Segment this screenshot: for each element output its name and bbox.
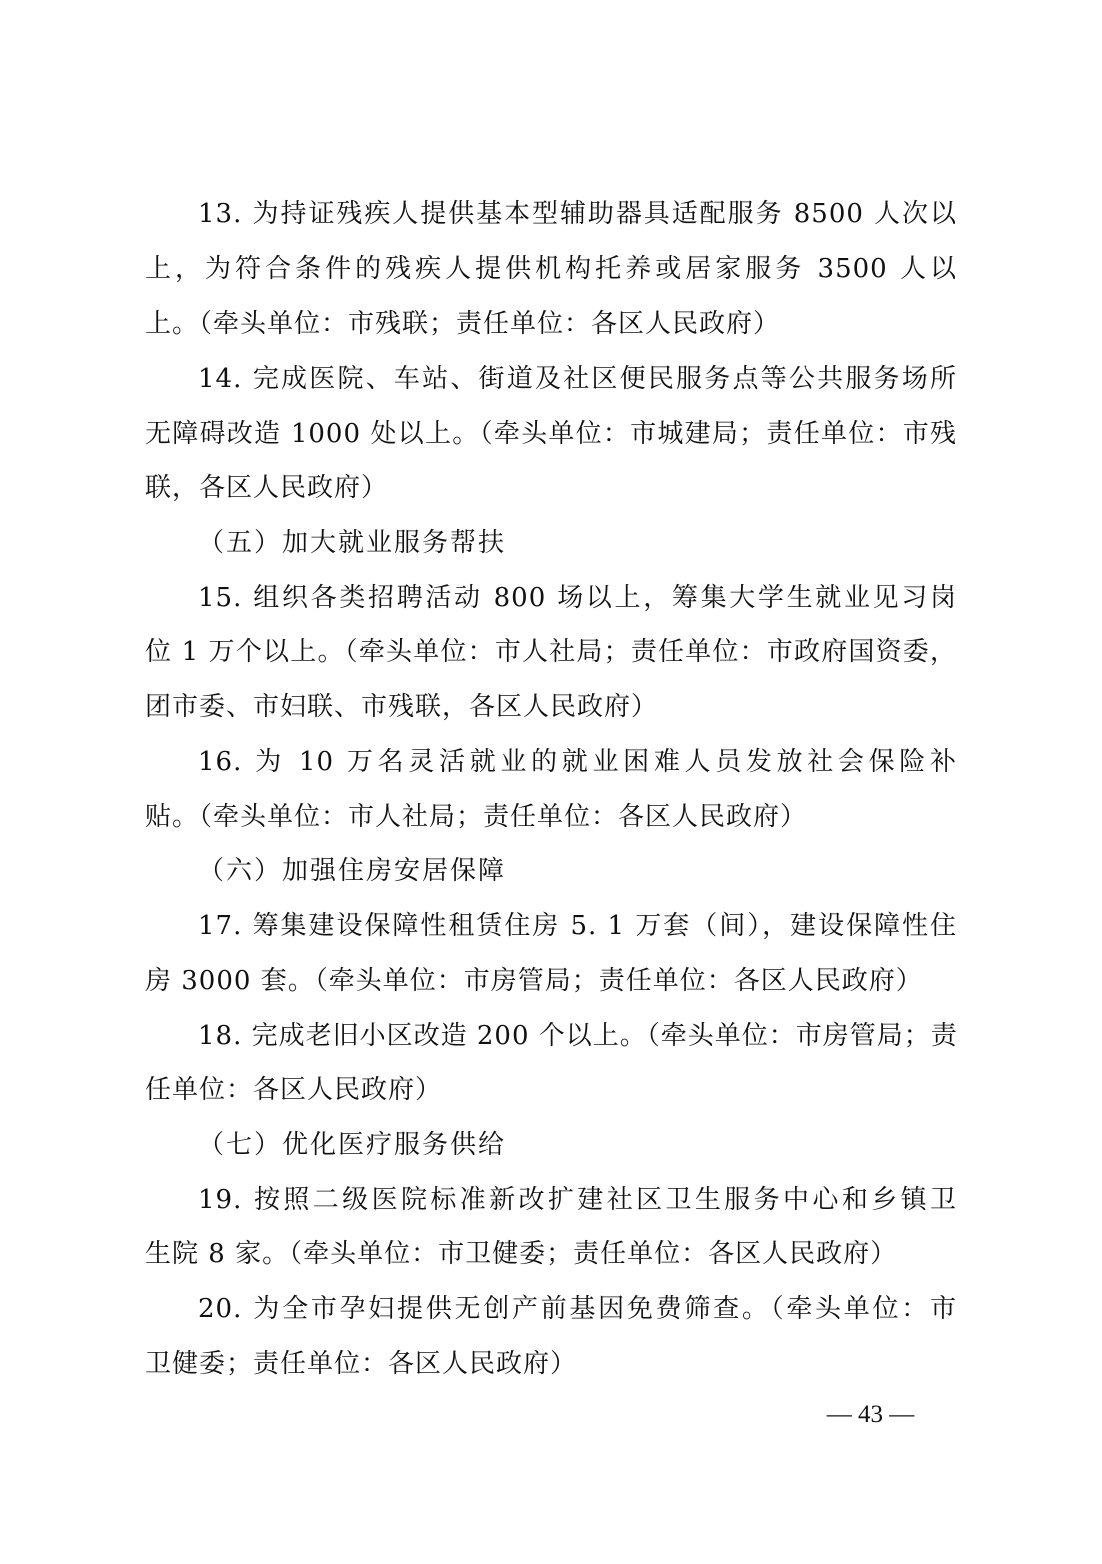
item-16-line-1: 16. 为 10 万名灵活就业的就业困难人员发放社会保险补 [198, 747, 957, 777]
item-15-line-3: 团市委、市妇联、市残联，各区人民政府） [145, 692, 659, 722]
item-18-line-1: 18. 完成老旧小区改造 200 个以上。（牵头单位：市房管局；责 [198, 1021, 958, 1051]
item-19-line-2: 生院 8 家。（牵头单位：市卫健委；责任单位：各区人民政府） [145, 1239, 898, 1269]
page-number: — 43 — [826, 1401, 915, 1428]
item-14-line-3: 联，各区人民政府） [145, 473, 389, 503]
item-13-line-2: 上，为符合条件的残疾人提供机构托养或居家服务 3500 人以 [145, 254, 957, 284]
item-17-line-2: 房 3000 套。（牵头单位：市房管局；责任单位：各区人民政府） [145, 966, 923, 996]
item-16-line-2: 贴。（牵头单位：市人社局；责任单位：各区人民政府） [145, 802, 808, 832]
item-14-line-2: 无障碍改造 1000 处以上。（牵头单位：市城建局；责任单位：市残 [145, 419, 957, 449]
item-15-line-2: 位 1 万个以上。（牵头单位：市人社局；责任单位：市政府国资委， [145, 637, 957, 667]
item-18-line-2: 任单位：各区人民政府） [145, 1075, 443, 1105]
item-13-line-1: 13. 为持证残疾人提供基本型辅助器具适配服务 8500 人次以 [198, 199, 957, 229]
section-heading-7: （七）优化医疗服务供给 [198, 1130, 507, 1160]
section-heading-6: （六）加强住房安居保障 [198, 856, 507, 886]
item-20-line-1: 20. 为全市孕妇提供无创产前基因免费筛查。（牵头单位：市 [198, 1294, 957, 1324]
item-17-line-1: 17. 筹集建设保障性租赁住房 5. 1 万套（间），建设保障性住 [198, 911, 957, 941]
item-15-line-1: 15. 组织各类招聘活动 800 场以上，筹集大学生就业见习岗 [198, 583, 957, 613]
item-20-line-2: 卫健委；责任单位：各区人民政府） [145, 1349, 578, 1379]
item-13-line-3: 上。（牵头单位：市残联；责任单位：各区人民政府） [145, 309, 781, 339]
item-14-line-1: 14. 完成医院、车站、街道及社区便民服务点等公共服务场所 [198, 364, 957, 394]
section-heading-5: （五）加大就业服务帮扶 [198, 528, 507, 558]
item-19-line-1: 19. 按照二级医院标准新改扩建社区卫生服务中心和乡镇卫 [198, 1185, 957, 1215]
